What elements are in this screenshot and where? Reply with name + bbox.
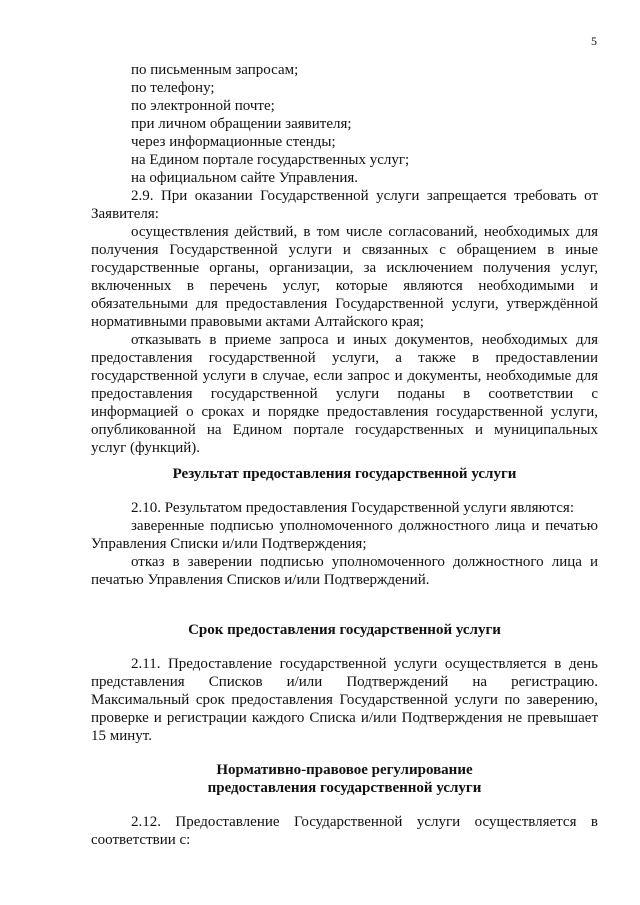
text-line: 15 минут.	[91, 728, 152, 744]
text-line: 2.10. Результатом предоставления Государственной услуги являются:	[131, 500, 574, 516]
text-line: Управления Списки и/или Подтверждения;	[91, 536, 367, 552]
text-line: через информационные стенды;	[131, 134, 336, 150]
text-line: при личном обращении заявителя;	[131, 116, 352, 132]
text-line: включенных в перечень услуг, которые являются необходимыми и	[91, 278, 598, 294]
text-line: 2.9. При оказании Государственной услуги запрещается требовать от	[131, 188, 598, 204]
text-line: 2.11. Предоставление государственной услуги осуществляется в день	[131, 656, 598, 672]
text-line: отказывать в приеме запроса и иных документов, необходимых для	[131, 332, 598, 348]
text-line: опубликованной на Едином портале государственных и муниципальных	[91, 422, 598, 438]
text-line: печатью Управления Списков и/или Подтверждений.	[91, 572, 430, 588]
text-line: на официальном сайте Управления.	[131, 170, 359, 186]
text-line: проверке и регистрации каждого Списка и/или Подтверждения не превышает	[91, 710, 598, 726]
text-line: нормативными правовыми актами Алтайского края;	[91, 314, 424, 330]
text-line: соответствии с:	[91, 832, 191, 848]
text-line: Максимальный срок предоставления Государственной услуги по заверению,	[91, 692, 598, 708]
text-line: по письменным запросам;	[131, 62, 299, 78]
text-line: информацией о сроках и порядке предоставления государственной услуги,	[91, 404, 598, 420]
text-line: получения Государственной услуги и связанных с обращением в иные	[91, 242, 598, 258]
text-line: осуществления действий, в том числе согласований, необходимых для	[131, 224, 598, 240]
text-line: 2.12. Предоставление Государственной услуги осуществляется в	[131, 814, 598, 830]
text-line: на Едином портале государственных услуг;	[131, 152, 410, 168]
page-number: 5	[591, 34, 597, 48]
text-line: отказ в заверении подписью уполномоченного должностного лица и	[131, 554, 598, 570]
text-line: государственные органы, организации, за исключением получения услуг,	[91, 260, 598, 276]
section-heading-term: Срок предоставления государственной услуги	[188, 622, 501, 638]
text-line: Заявителя:	[91, 206, 159, 222]
text-line: государственной услуги в случае, если запрос и документы, необходимые для	[91, 368, 598, 384]
section-heading-regulation-line2: предоставления государственной услуги	[207, 780, 482, 796]
section-heading-regulation-line1: Нормативно-правовое регулирование	[216, 762, 473, 778]
text-line: по телефону;	[131, 80, 215, 96]
text-line: услуг (функций).	[91, 440, 201, 456]
text-line: предоставления государственной услуги поданы в соответствии с	[91, 386, 598, 402]
text-line: представления Списков и/или Подтверждений на регистрацию.	[91, 674, 598, 690]
text-line: заверенные подписью уполномоченного должностного лица и печатью	[131, 518, 598, 534]
text-line: предоставления государственной услуги, а также в предоставлении	[91, 350, 598, 366]
text-line: по электронной почте;	[131, 98, 275, 114]
section-heading-result: Результат предоставления государственной услуги	[172, 466, 517, 482]
text-line: обязательными для предоставления Государственной услуги, утверждённой	[91, 296, 598, 312]
